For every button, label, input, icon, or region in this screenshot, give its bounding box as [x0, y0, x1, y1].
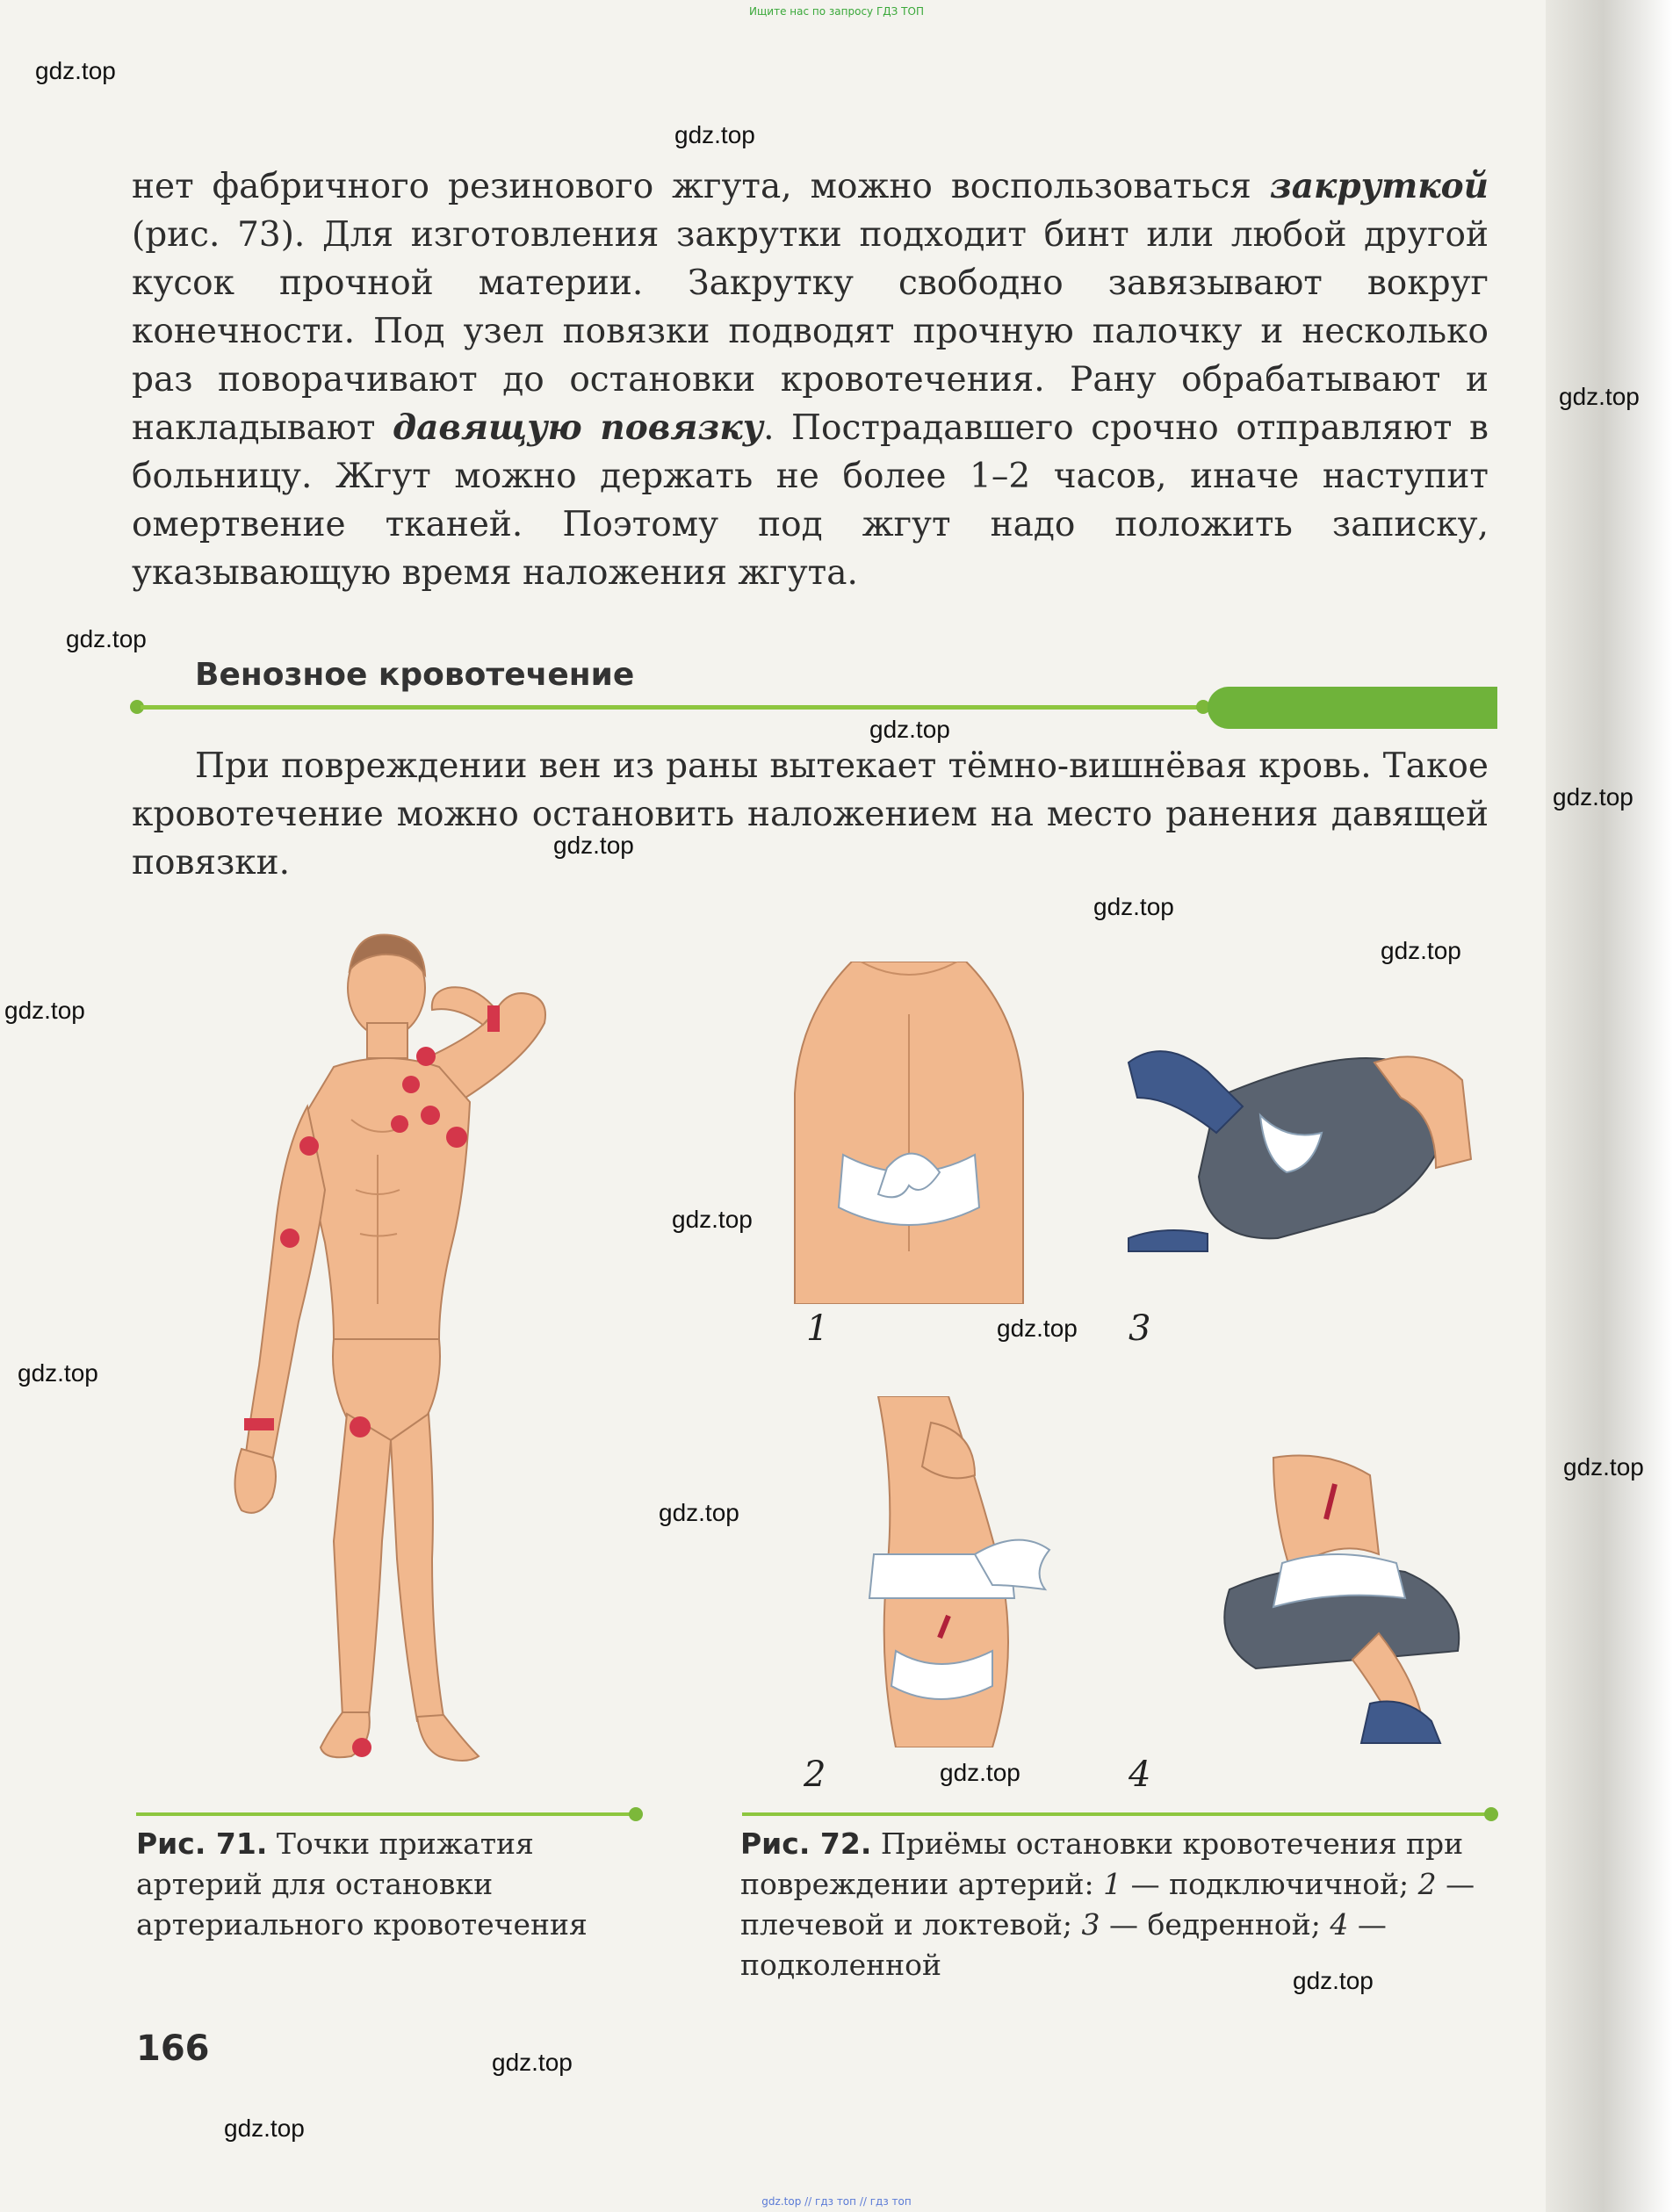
figure-number: 2 — [804, 1754, 826, 1795]
figure-number: 3 — [1129, 1308, 1151, 1349]
caption-text: — подколенной — [740, 1907, 1387, 1982]
rule-dot — [629, 1807, 643, 1821]
caption-number: 1 — [1103, 1867, 1122, 1901]
caption-number: 2 — [1417, 1867, 1437, 1901]
watermark: gdz.top — [1381, 937, 1461, 964]
watermark: gdz.top — [1563, 1453, 1644, 1481]
watermark: gdz.top — [35, 57, 116, 84]
caption-text: — бедренной; — [1100, 1907, 1330, 1942]
caption-text: — подключичной; — [1121, 1867, 1418, 1901]
term-pressure-bandage: давящую повязку — [393, 407, 764, 448]
figure-72-panel-3 — [1111, 1027, 1480, 1256]
paragraph-venous: При повреждении вен из раны вытекает тёмно-вишнёвая кровь. Такое кровотечение можно остановить наложением на место ранения давящей повязки. — [132, 746, 1489, 883]
caption-rule — [742, 1812, 1489, 1816]
rule-dot — [1484, 1807, 1498, 1821]
caption-text: Приёмы остановки кровотечения при повреждении артерий: — [740, 1827, 1464, 1901]
page-edge-shadow — [1546, 0, 1673, 2212]
paragraph-text: нет фабричного резинового жгута, можно воспользоваться — [132, 167, 1270, 206]
watermark: gdz.top — [940, 1759, 1020, 1786]
watermark: gdz.top — [4, 997, 85, 1024]
caption-rule — [136, 1812, 632, 1816]
paragraph-text: . Пострадавшего срочно отправляют в больницу. Жгут можно держать не более 1–2 часов, иначе наступит омертвение тканей. Поэтому под жгут надо положить записку, указывающую время наложения жгута. — [132, 408, 1489, 593]
caption-figure-72 — [740, 1824, 1487, 1985]
paragraph-tourniquet — [132, 162, 1489, 597]
heading-rule — [141, 705, 1212, 710]
figure-number: 4 — [1129, 1754, 1151, 1795]
page-number: 166 — [136, 2028, 210, 2069]
figure-72-panel-1 — [790, 962, 1028, 1304]
caption-text: Точки прижатия артерий для остановки артериального кровотечения — [136, 1827, 588, 1942]
watermark: gdz.top — [1093, 893, 1174, 920]
watermark: gdz.top — [1553, 783, 1633, 811]
figure-72-panel-2 — [843, 1396, 1071, 1747]
caption-figure-71 — [136, 1824, 593, 1945]
watermark: gdz.top — [224, 2115, 305, 2142]
watermark: gdz.top — [672, 1206, 753, 1233]
watermark: gdz.top — [18, 1359, 98, 1387]
caption-label: Рис. 72. — [740, 1827, 872, 1861]
watermark: gdz.top — [674, 121, 755, 148]
figure-71-pressure-points — [202, 926, 588, 1805]
bottom-banner: gdz.top // гдз топ // гдз топ — [761, 2195, 912, 2208]
watermark: gdz.top — [1559, 383, 1640, 410]
term-zakrutka: закруткой — [1269, 166, 1489, 206]
section-heading: Венозное кровотечение — [195, 657, 635, 693]
watermark: gdz.top — [492, 2049, 573, 2076]
figure-number: 1 — [806, 1308, 829, 1349]
watermark: gdz.top — [553, 832, 634, 859]
caption-number: 3 — [1081, 1907, 1100, 1942]
watermark: gdz.top — [997, 1315, 1078, 1342]
caption-label: Рис. 71. — [136, 1827, 268, 1861]
watermark: gdz.top — [1293, 1967, 1374, 1994]
caption-text: — плечевой и локтевой; — [740, 1867, 1475, 1942]
watermark: gdz.top — [869, 716, 950, 743]
heading-accent-bar — [1208, 687, 1497, 729]
watermark: gdz.top — [66, 625, 147, 652]
watermark: gdz.top — [659, 1499, 739, 1526]
paragraph-text: (рис. 73). Для изготовления закрутки подходит бинт или любой другой кусок прочной материи. Закрутку свободно завязывают вокруг конечности. Под узел повязки подводят прочную палочку и несколько раз поворачивают до остановки кровотечения. Рану обрабатывают и накладывают — [132, 215, 1489, 448]
top-banner: Ищите нас по запросу ГДЗ ТОП — [749, 5, 924, 18]
caption-number: 4 — [1330, 1907, 1349, 1942]
figure-72-panel-4 — [1177, 1440, 1493, 1756]
